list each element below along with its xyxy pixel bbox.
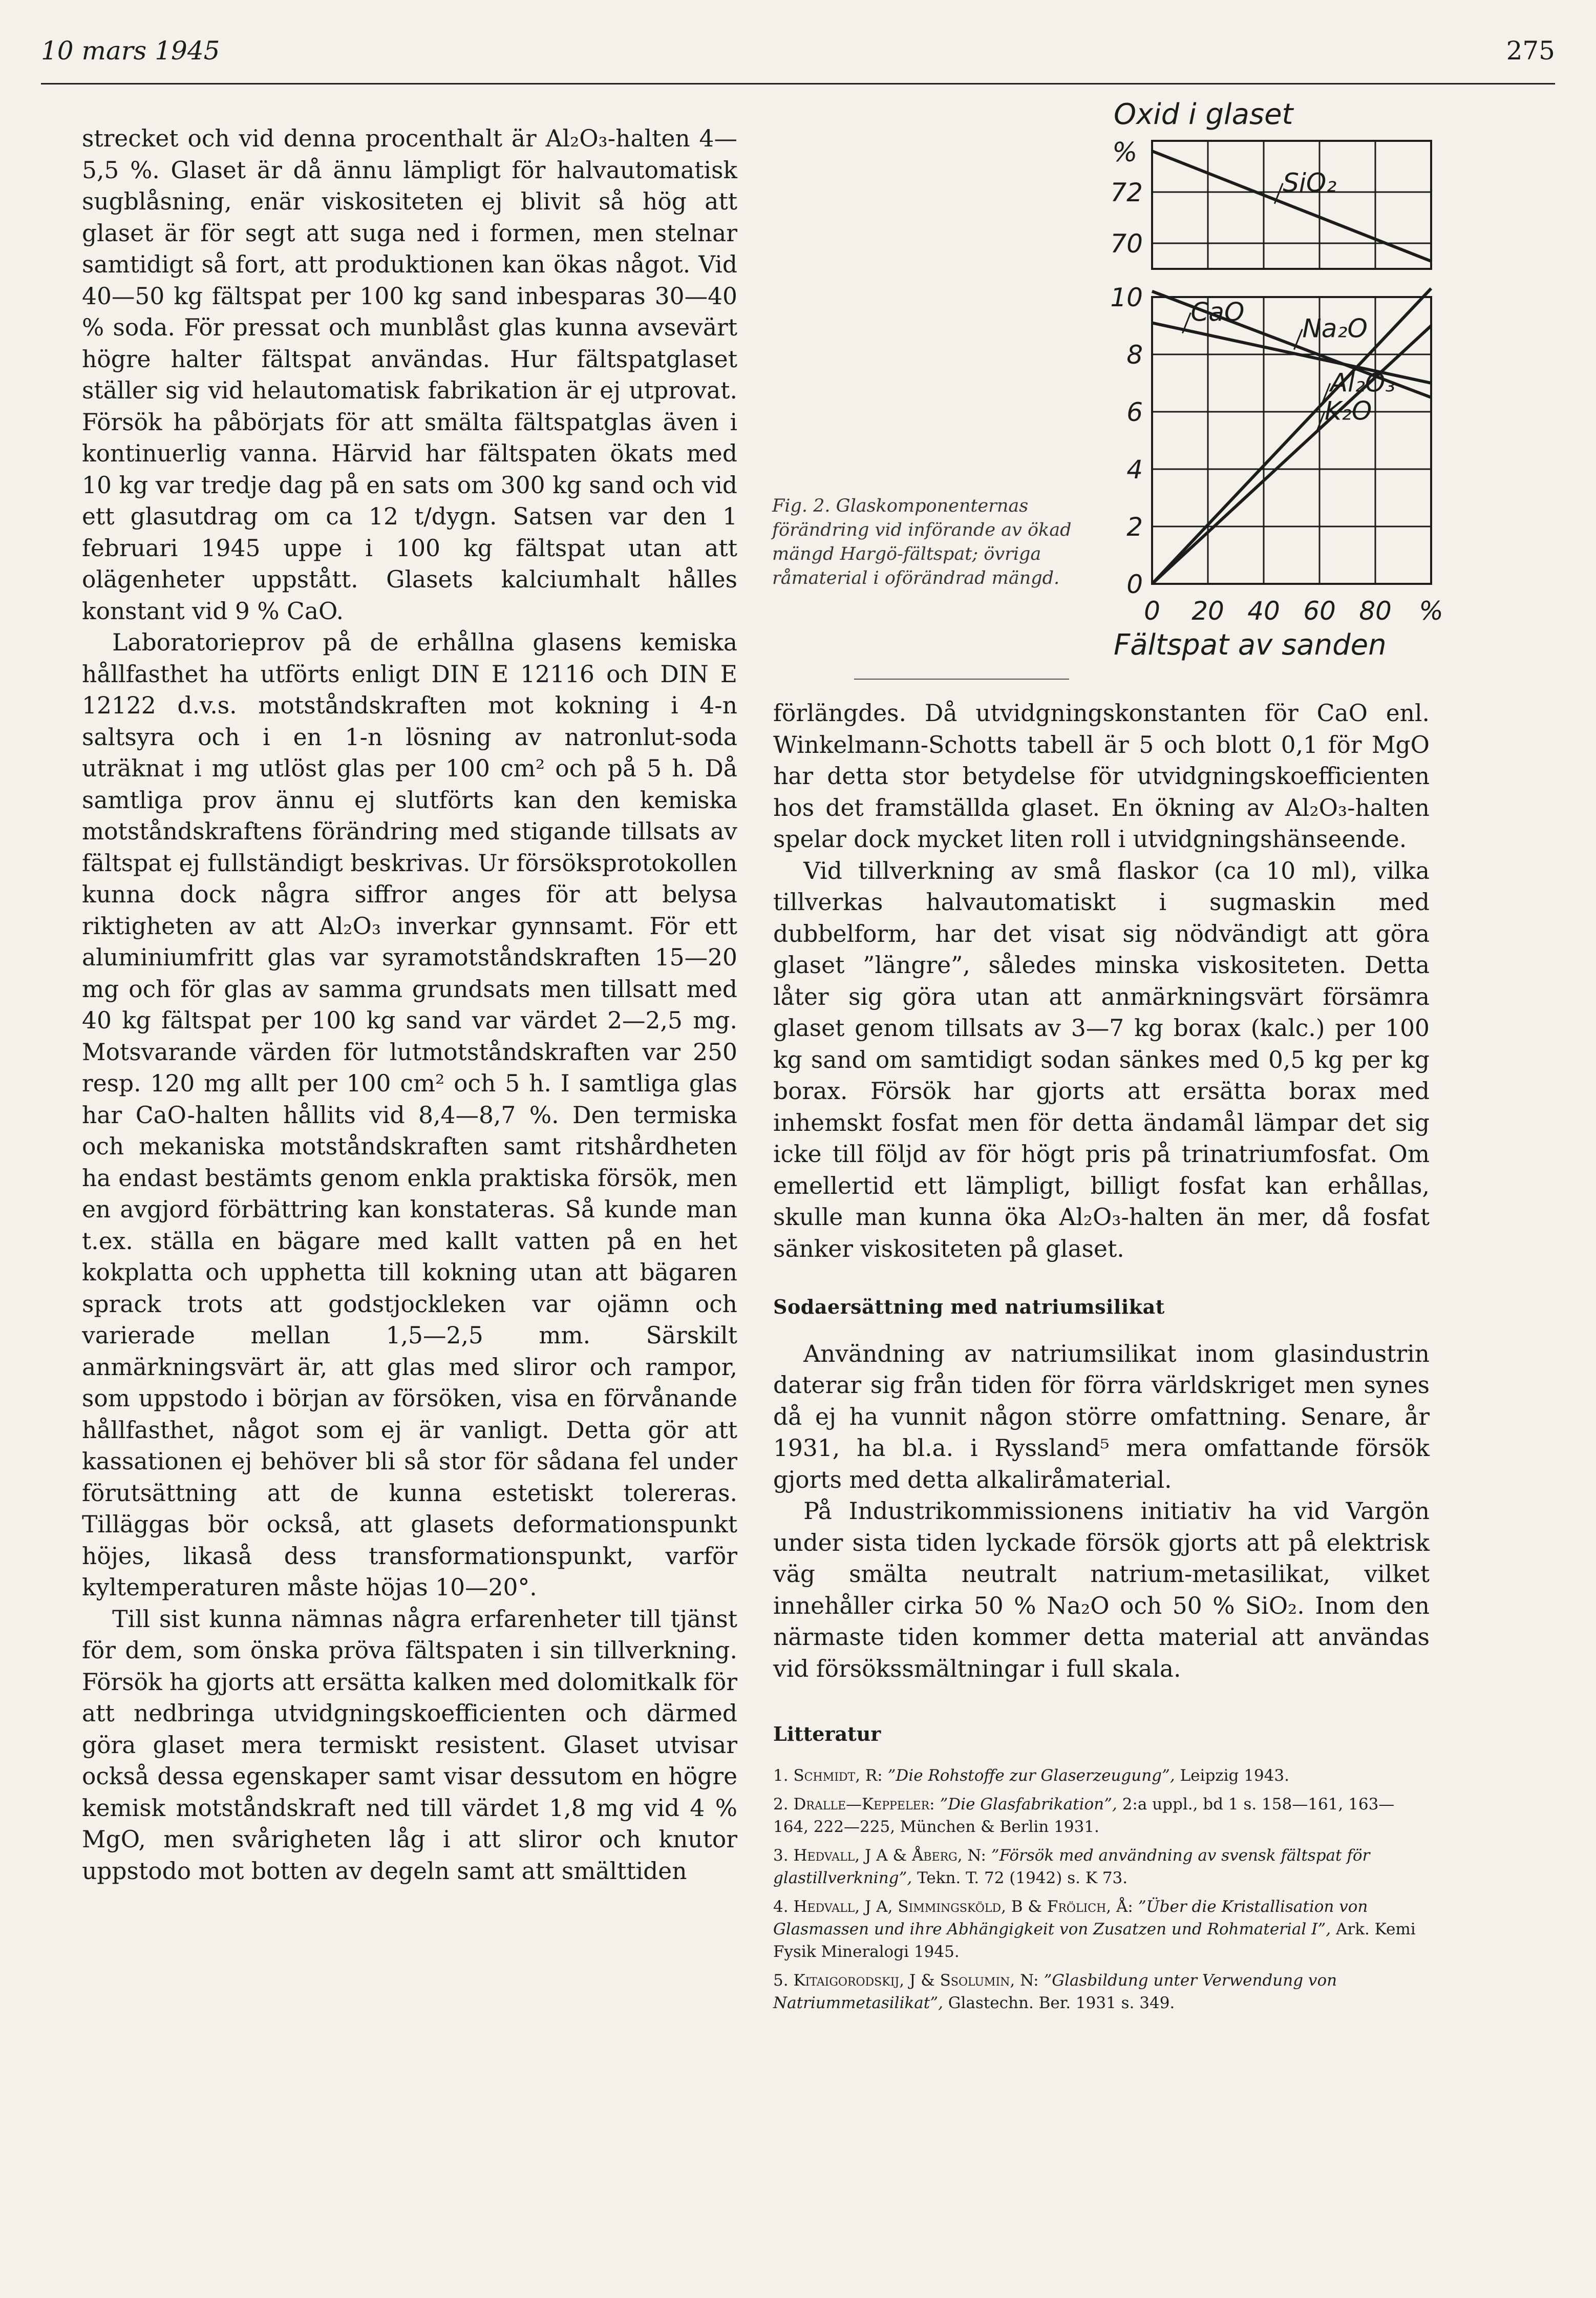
literature-heading: Litteratur: [773, 1722, 881, 1745]
reference-authors: Schmidt, R:: [793, 1766, 888, 1785]
figure-caption: Fig. 2. Glaskomponenternas förändring vid införande av ökad mängd Hargö-fältspat; övriga råmaterial i oförändrad mängd.: [772, 496, 1072, 588]
series-label-al2o3: Al₂O₃: [1330, 368, 1396, 398]
section-heading: Sodaersättning med natriumsilikat: [773, 1295, 1165, 1318]
reference-title: ”Försök med användning av svensk fältspat för glastillverkning”,: [773, 1846, 1370, 1887]
figure-2-chart: [1065, 92, 1444, 686]
reference-item: [773, 1969, 1430, 2014]
paragraph: strecket och vid denna procenthalt är Al₂O₃-halten 4—5,5 %. Glaset är då ännu lämpligt för halvautomatisk sugblåsning, enär viskositeten ej blivit så hög att glaset är för segt att suga ned i formen, men stelnar samtidigt så fort, att produktionen kan ökas något. Vid 40—50 kg fältspat per 100 kg sand inbesparas 30—40 % soda. För pressat och munblåst glas kunna avsevärt högre halter fältspat användas. Hur fältspatglaset ställer sig vid helautomatisk fabrikation är ej utprovat. Försök ha påbörjats för att smälta fältspatglas även i kontinuerlig vanna. Härvid har fältspaten ökats med 10 kg var tredje dag på en sats om 300 kg sand och vid ett glasutdrag om ca 12 t/dygn. Satsen var den 1 februari 1945 uppe i 100 kg fältspat utan att olägenheter uppstått. Glasets kalciumhalt hålles konstant vid 9 % CaO.: [82, 125, 737, 625]
page-number: 275: [1506, 36, 1555, 66]
reference-details: Glastechn. Ber. 1931 s. 349.: [948, 1993, 1175, 2012]
series-label-cao: CaO: [1190, 297, 1245, 327]
reference-title: ”Über die Kristallisation von Glasmassen und ihre Abhängigkeit von Zusatzen und Rohmaterial I”,: [773, 1897, 1368, 1938]
left-column: [82, 123, 737, 1887]
reference-number: 2.: [773, 1795, 794, 1814]
series-line-k2o: [1152, 326, 1431, 584]
reference-details: Tekn. T. 72 (1942) s. K 73.: [917, 1868, 1128, 1887]
series-label-na2o: Na₂O: [1302, 313, 1368, 344]
issue-date: 10 mars 1945: [41, 36, 220, 66]
reference-authors: Hedvall, J A & Åberg, N:: [793, 1846, 991, 1865]
y-tick-label: 8: [1126, 340, 1143, 370]
header-rule: [41, 83, 1555, 85]
chart-svg: [1065, 92, 1444, 686]
reference-authors: Dralle—Keppeler:: [793, 1795, 940, 1814]
y-tick-label: 0: [1126, 570, 1143, 599]
paragraph: Laboratorieprov på de erhållna glasens kemiska hållfasthet ha utförts enligt DIN E 12116 och DIN E 12122 d.v.s. motståndskraften mot kokning i 4-n saltsyra och i en 1-n lösning av natronlut-soda uträknat i mg utlöst glas per 100 cm² och på 5 h. Då samtliga prov ännu ej slutförts kan den kemiska motståndskraftens förändring med stigande tillsats av fältspat ej fullständigt beskrivas. Ur försöksprotokollen kunna dock några siffror anges för att belysa riktigheten av att Al₂O₃ inverkar gynnsamt. För ett aluminiumfritt glas var syramotståndskraften 15—20 mg och för glas av samma grundsats men tillsatt med 40 kg fältspat per 100 kg sand var värdet 2—2,5 mg. Motsvarande värden för lutmotståndskraften var 250 resp. 120 mg allt per 100 cm² och 5 h. I samtliga glas har CaO-halten hållits vid 8,4—8,7 %. Den termiska och mekaniska motståndskraften samt ritshårdheten ha endast bestämts genom enkla praktiska försök, men en avgjord förbättring kan konstateras. Så kunde man t.ex. ställa en bägare med kallt vatten på en het kokplatta och upphetta till kokning utan att bägaren sprack trots att godstjockleken var ojämn och varierade mellan 1,5—2,5 mm. Särskilt anmärkningsvärt är, att glas med sliror och rampor, som uppstodo i början av försöken, visa en förvånande hållfasthet, något som ej är vanligt. Detta gör att kassationen ej behöver bli så stor för sådana fel under förutsättning att de kunna estetiskt tolereras. Tilläggas bör också, att glasets deformationspunkt höjes, likaså dess transformationspunkt, varför kyltemperaturen måste höjas 10—20°.: [82, 629, 737, 1601]
reference-item: [773, 1764, 1430, 1787]
x-tick-label: %: [1419, 596, 1443, 626]
y-tick-label: 70: [1110, 229, 1143, 259]
chart-title: Oxid i glaset: [1114, 98, 1293, 131]
reference-title: ”Die Rohstoffe zur Glaserzeugung”,: [887, 1766, 1180, 1785]
y-tick-label: 72: [1110, 178, 1143, 207]
reference-title: ”Die Glasfabrikation”,: [940, 1795, 1122, 1814]
reference-authors: Kitaigorodskij, J & Ssolumin, N:: [793, 1971, 1044, 1990]
paragraph: Vid tillverkning av små flaskor (ca 10 ml), vilka tillverkas halvautomatiskt i sugmaskin med dubbelform, har det visat sig nödvändigt att göra glaset ”längre”, således minska viskositeten. Detta låter sig göra utan att anmärkningsvärt försämra glaset genom tillsats av 3—7 kg borax (kalc.) per 100 kg sand om samtidigt sodan sänkes med 0,5 kg per kg borax. Försök har gjorts att ersätta borax med inhemskt fosfat men för detta ändamål lämpar det sig icke till följd av för högt pris på trinatriumfosfat. Om emellertid ett lämpligt, billigt fosfat kan erhållas, skulle man kunna öka Al₂O₃-halten än mer, då fosfat sänker viskositeten på glaset.: [773, 857, 1430, 1262]
x-tick-label: 40: [1247, 596, 1280, 626]
page-header: [41, 36, 1555, 77]
reference-title: ”Glasbildung unter Verwendung von Natriummetasilikat”,: [773, 1971, 1337, 2012]
x-tick-label: 80: [1359, 596, 1392, 626]
y-tick-label: 10: [1110, 283, 1143, 312]
paragraph: Användning av natriumsilikat inom glasindustrin daterar sig från tiden för förra världskriget men synes då ej ha vunnit någon större omfattning. Senare, år 1931, ha bl.a. i Ryssland⁵ mera omfattande försök gjorts med detta alkaliråmaterial.: [773, 1340, 1430, 1493]
series-layer: [1152, 151, 1431, 584]
y-tick-label: 4: [1126, 455, 1143, 484]
reference-details: Leipzig 1943.: [1180, 1766, 1289, 1785]
reference-list: [773, 1764, 1430, 2014]
y-tick-label: 6: [1126, 397, 1143, 427]
paragraph: På Industrikommissionens initiativ ha vid Vargön under sista tiden lyckade försök gjorts att på elektrisk väg smälta neutralt natrium-metasilikat, vilket innehåller cirka 50 % Na₂O och 50 % SiO₂. Inom den närmaste tiden kommer detta material att användas vid försökssmältningar i full skala.: [773, 1498, 1430, 1682]
reference-details: Ark. Kemi Fysik Mineralogi 1945.: [773, 1920, 1416, 1961]
reference-number: 3.: [773, 1846, 794, 1865]
caption-rule: [854, 679, 1069, 680]
reference-details: 2:a uppl., bd 1 s. 158—161, 163—164, 222—225, München & Berlin 1931.: [773, 1795, 1395, 1836]
y-tick-label: 2: [1126, 512, 1143, 542]
reference-item: [773, 1895, 1430, 1963]
reference-number: 4.: [773, 1897, 794, 1916]
paragraph: förlängdes. Då utvidgningskonstanten för CaO enl. Winkelmann-Schotts tabell är 5 och blott 0,1 för MgO har detta stor betydelse för utvidgningskoefficienten hos det framställda glaset. En ökning av Al₂O₃-halten spelar dock mycket liten roll i utvidgningshänseende.: [773, 700, 1430, 853]
series-label-k2o: K₂O: [1325, 396, 1372, 426]
right-column: [773, 698, 1430, 2020]
x-tick-label: 60: [1303, 596, 1336, 626]
reference-number: 5.: [773, 1971, 794, 1990]
x-axis-title: Fältspat av sanden: [1114, 628, 1387, 662]
reference-item: [773, 1844, 1430, 1889]
y-axis-unit: %: [1112, 137, 1138, 168]
reference-number: 1.: [773, 1766, 794, 1785]
x-tick-label: 20: [1191, 596, 1224, 626]
reference-item: [773, 1793, 1430, 1838]
series-label-sio2: SiO₂: [1283, 167, 1337, 198]
x-tick-label: 0: [1144, 596, 1160, 626]
reference-authors: Hedvall, J A, Simmingsköld, B & Frölich, Å:: [793, 1897, 1138, 1916]
paragraph: Till sist kunna nämnas några erfarenheter till tjänst för dem, som önska pröva fältspaten i sin tillverkning. Försök ha gjorts att ersätta kalken med dolomitkalk för att nedbringa utvidgningskoefficienten och därmed göra glaset mera termiskt resistent. Glaset utvisar också dessa egenskaper samt visar dessutom en högre kemisk motståndskraft ned till värdet 1,8 mg vid 4 % MgO, men svårigheten låg i att sliror och knutor uppstodo mot botten av degeln samt att smälttiden: [82, 1605, 737, 1885]
